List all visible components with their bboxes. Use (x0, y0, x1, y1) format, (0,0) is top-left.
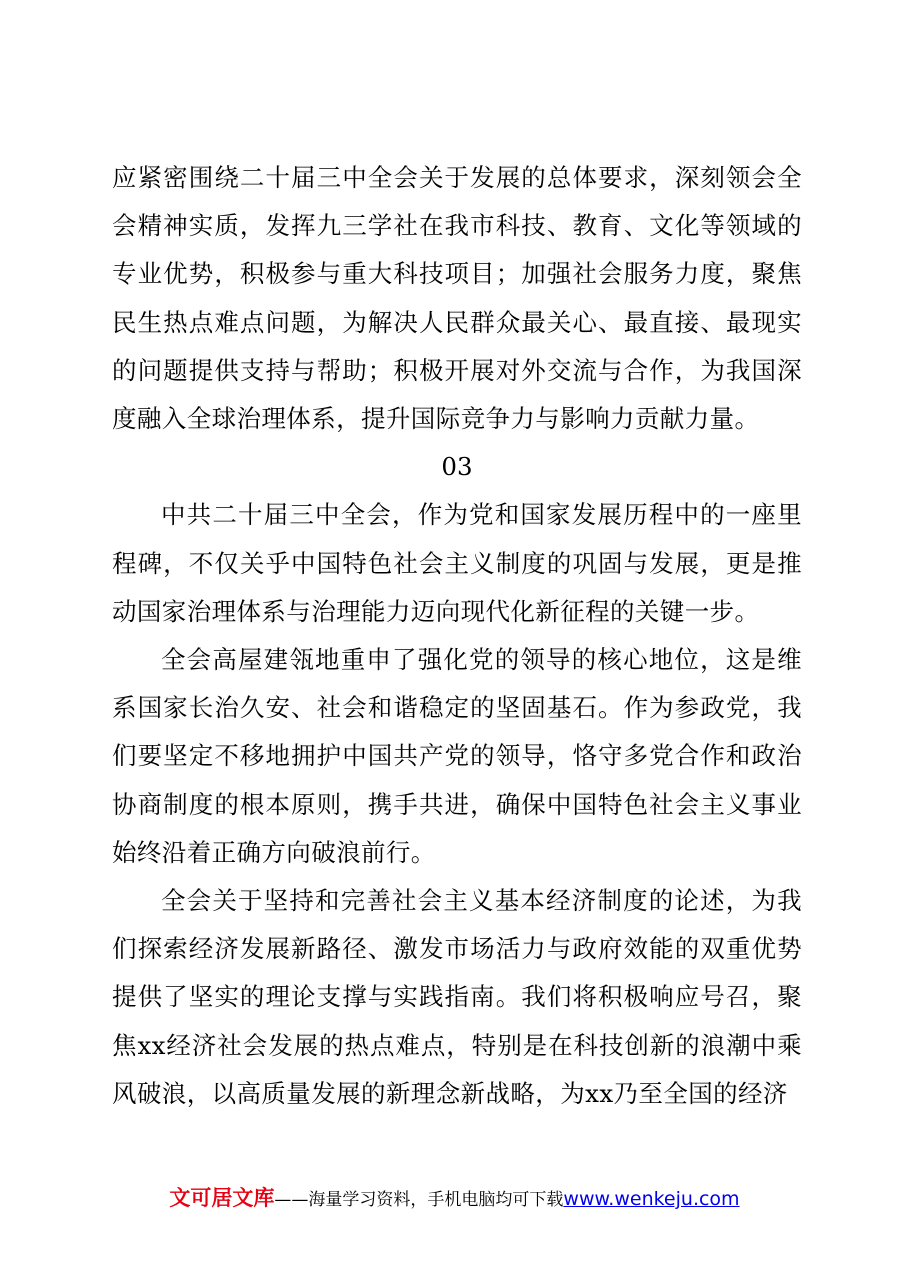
document-body (112, 154, 802, 1118)
paragraph-2: 中共二十届三中全会，作为党和国家发展历程中的一座里程碑，不仅关乎中国特色社会主义制度的巩固与发展，更是推动国家治理体系与治理能力迈向现代化新征程的关键一步。 (112, 500, 802, 626)
page-footer (0, 1182, 909, 1212)
footer-brand: 文可居文库 (169, 1186, 275, 1210)
footer-tagline: ——海量学习资料，手机电脑均可下载 (274, 1190, 564, 1210)
footer-website-link[interactable]: www.wenkeju.com (563, 1188, 740, 1210)
paragraph-4: 全会关于坚持和完善社会主义基本经济制度的论述，为我们探索经济发展新路径、激发市场活力与政府效能的双重优势提供了坚实的理论支撑与实践指南。我们将积极响应号召，聚焦xx经济社会发展的热点难点，特别是在科技创新的浪潮中乘风破浪，以高质量发展的新理念新战略，为xx乃至全国的经济 (112, 886, 802, 1108)
paragraph-1: 应紧密围绕二十届三中全会关于发展的总体要求，深刻领会全会精神实质，发挥九三学社在我市科技、教育、文化等领域的专业优势，积极参与重大科技项目；加强社会服务力度，聚焦民生热点难点问题，为解决人民群众最关心、最直接、最现实的问题提供支持与帮助；积极开展对外交流与合作，为我国深度融入全球治理体系，提升国际竞争力与影响力贡献力量。 (112, 163, 802, 434)
paragraph-3: 全会高屋建瓴地重申了强化党的领导的核心地位，这是维系国家长治久安、社会和谐稳定的坚固基石。作为参政党，我们要坚定不移地拥护中国共产党的领导，恪守多党合作和政治协商制度的根本原则，携手共进，确保中国特色社会主义事业始终沿着正确方向破浪前行。 (112, 645, 802, 867)
section-number: 03 (441, 452, 473, 482)
